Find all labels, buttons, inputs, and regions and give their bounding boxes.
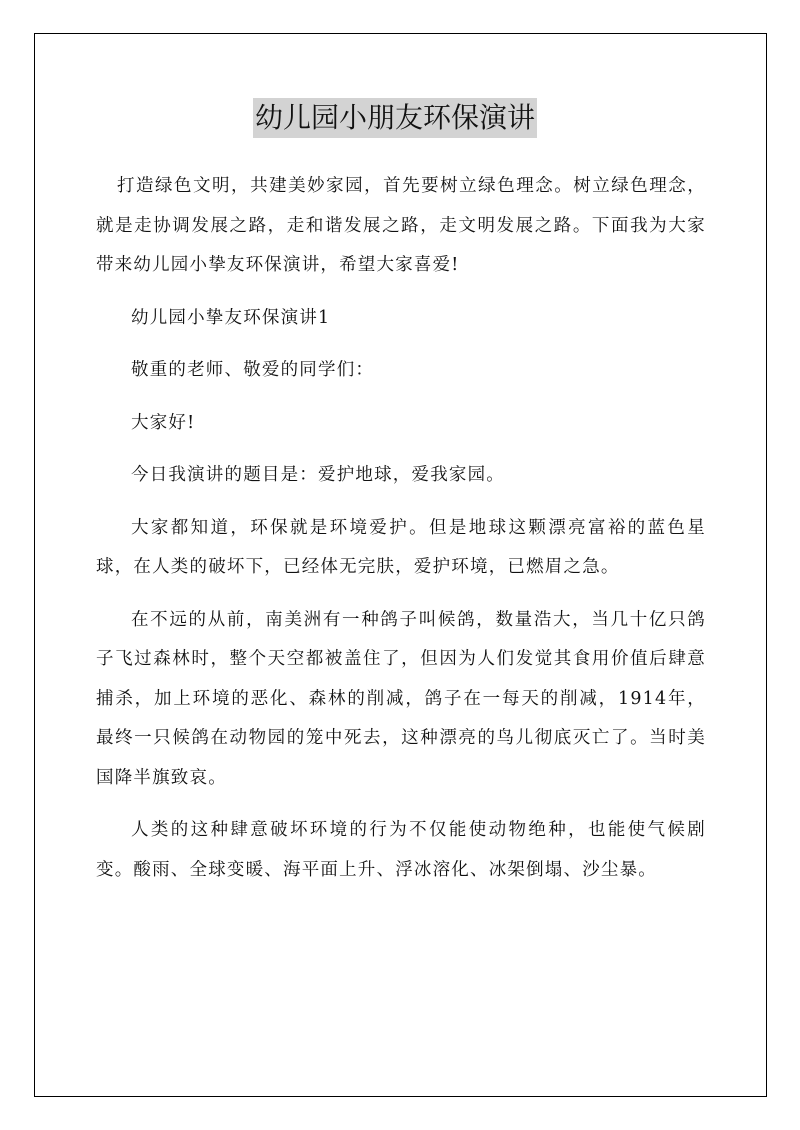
paragraph-speech-heading: 幼儿园小挚友环保演讲1 — [131, 307, 331, 328]
document-body — [96, 167, 706, 903]
paragraph-environment: 大家都知道，环保就是环境爱护。但是地球这颗漂亮富裕的蓝色星球，在人类的破坏下，已经体无完肤，爱护环境，已燃眉之急。 — [96, 517, 706, 577]
paragraph-pigeon-story: 在不远的从前，南美洲有一种鸽子叫候鸽，数量浩大，当几十亿只鸽子飞过森林时，整个天空都被盖住了，但因为人们发觉其食用价值后肆意捕杀，加上环境的恶化、森林的削减，鸽子在一每天的削减，1914年，最终一只候鸽在动物园的笼中死去，这种漂亮的鸟儿彻底灭亡了。当时美国降半旗致哀。 — [96, 609, 706, 788]
paragraph-climate: 人类的这种肆意破坏环境的行为不仅能使动物绝种，也能使气候剧变。酸雨、全球变暖、海平面上升、浮冰溶化、冰架倒塌、沙尘暴。 — [96, 820, 706, 880]
document-title: 幼儿园小朋友环保演讲 — [253, 98, 537, 138]
paragraph-intro: 打造绿色文明，共建美妙家园，首先要树立绿色理念。树立绿色理念，就是走协调发展之路，走和谐发展之路，走文明发展之路。下面我为大家带来幼儿园小挚友环保演讲，希望大家喜爱! — [96, 176, 706, 275]
paragraph-topic: 今日我演讲的题目是：爱护地球，爱我家园。 — [131, 465, 505, 485]
paragraph-salutation: 敬重的老师、敬爱的同学们： — [131, 360, 375, 380]
paragraph-greeting: 大家好! — [131, 412, 196, 433]
